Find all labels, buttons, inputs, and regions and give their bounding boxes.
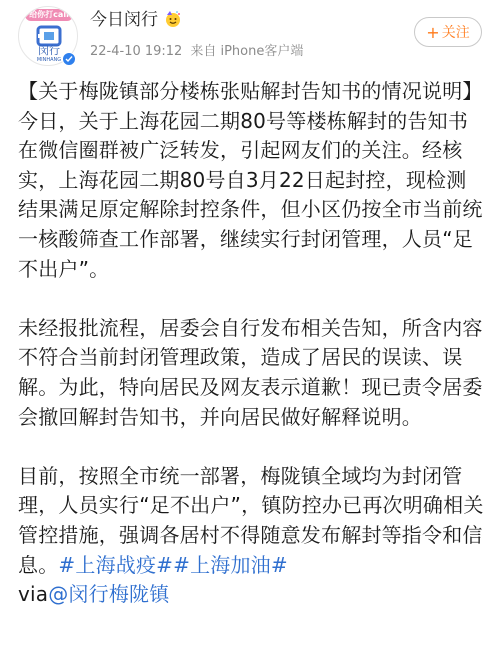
party-face-emoji-icon: [164, 10, 182, 28]
via-label: via: [18, 582, 49, 607]
post-paragraph-1: 【关于梅陇镇部分楼栋张贴解封告知书的情况说明】今日，关于上海花园二期80号等楼栋解封的告知书在微信圈群被广泛转发，引起网友们的关注。经核实，上海花园二期80号自3月22日起封控，现检测结果满足原定解除封控条件，但小区仍按全市当前统一核酸筛查工作部署，继续实行封闭管理，人员“足不出户”。: [18, 79, 483, 281]
via-mention-link[interactable]: @闵行梅陇镇: [48, 582, 170, 607]
avatar-badge: [19, 7, 78, 23]
post-paragraph-3-text: 目前，按照全市统一部署，梅陇镇全域均为封闭管理，人员实行“足不出户”，镇防控办已再次明确相关管控措施，强调各居村不得随意发布解封等指令和信息。: [18, 463, 484, 577]
paragraph-gap: [18, 284, 484, 314]
post-timestamp: 22-4-10 19:12: [90, 44, 183, 59]
avatar-badge-text: 给你打call: [25, 9, 73, 21]
follow-button[interactable]: [414, 17, 482, 47]
follow-button-label: 关注: [441, 25, 470, 41]
avatar-logo-sub: MINHANG: [36, 57, 62, 63]
post-paragraph-3: [18, 462, 484, 610]
account-name[interactable]: 今日闵行: [90, 10, 158, 30]
hashtag-shanghai-jiayou[interactable]: #上海加油#: [173, 552, 288, 577]
hashtag-shanghai-zhanyi[interactable]: #上海战疫#: [58, 552, 174, 577]
verified-badge-icon: [62, 52, 76, 66]
post-meta: [90, 43, 303, 61]
plus-icon: +: [426, 22, 440, 42]
avatar-logo-name: 闵行: [38, 44, 60, 57]
paragraph-gap: [18, 432, 484, 462]
post-source: 来自 iPhone客户端: [190, 44, 304, 59]
post-body: [18, 77, 484, 610]
post-header: [0, 0, 500, 76]
account-name-row: [90, 9, 182, 31]
post-paragraph-2: 未经报批流程，居委会自行发布相关告知，所含内容不符合当前封闭管理政策，造成了居民的误读、误解。为此，特向居民及网友表示道歉！现已责令居委会撤回解封告知书，并向居民做好解释说明。: [18, 315, 483, 429]
